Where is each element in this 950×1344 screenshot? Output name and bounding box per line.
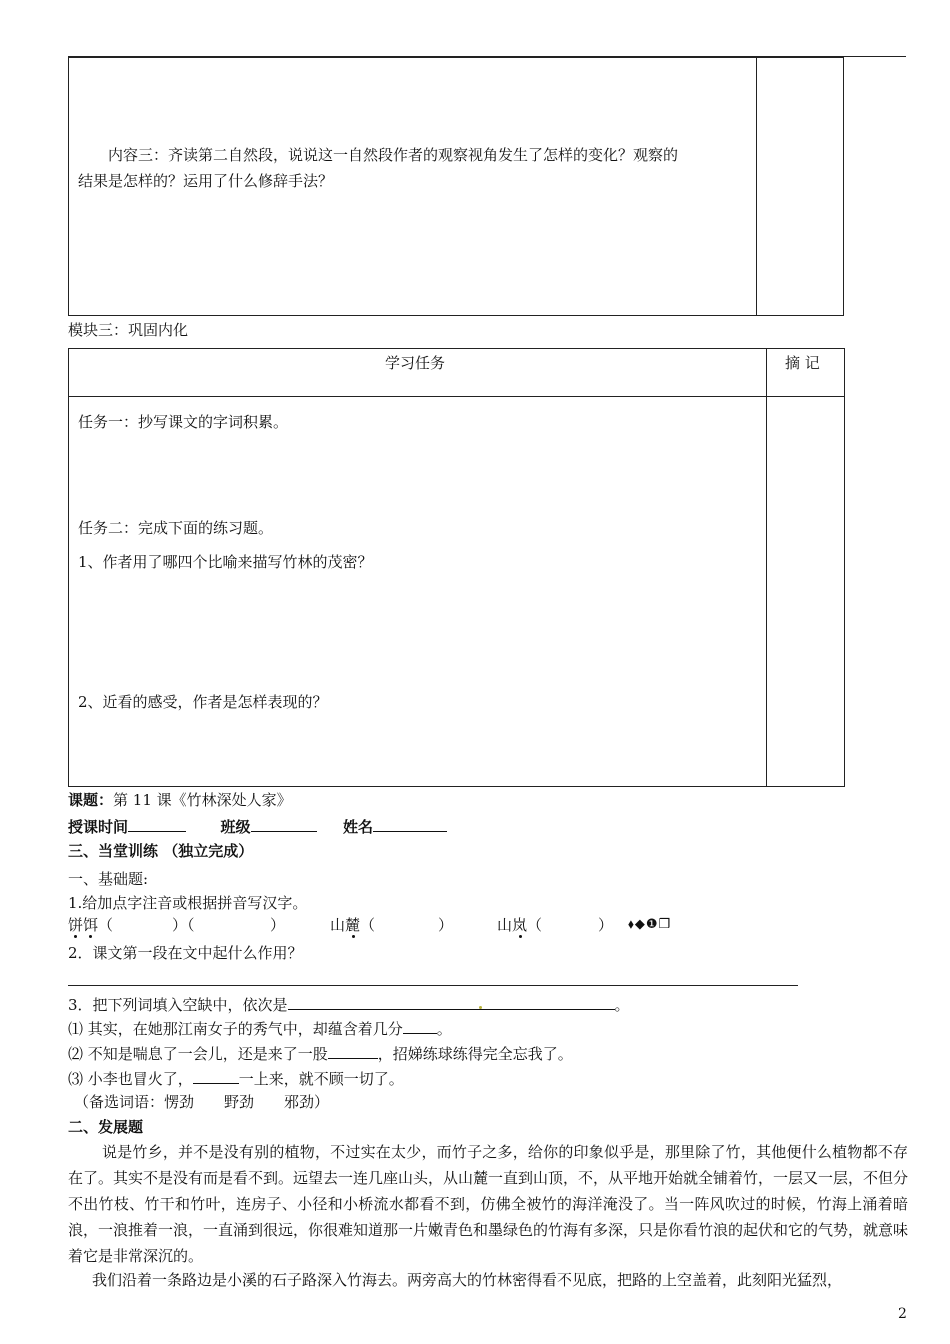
header-note: 摘 记 <box>785 354 820 372</box>
name-label: 姓名 <box>342 818 373 836</box>
dev-heading: 二、发展题 <box>68 1118 144 1136</box>
class-blank[interactable] <box>251 815 317 832</box>
word-options: （备选词语：愣劲 野劲 邪劲） <box>74 1093 330 1111</box>
basic-heading: 一、基础题: <box>68 870 149 888</box>
sentence-2-a: ⑵ 不知是喘息了一会儿，还是来了一股 <box>68 1045 328 1063</box>
sentence-3 <box>68 1067 404 1089</box>
content3-line2: 结果是怎样的？运用了什么修辞手法？ <box>78 172 334 190</box>
time-label: 授课时间 <box>68 818 129 836</box>
sentence-1-a: ⑴ 其实，在她那江南女子的秀气中，却蕴含着几分 <box>68 1020 403 1038</box>
sentence-1 <box>68 1017 452 1039</box>
basic-q3-text: 3．把下列词填入空缺中，依次是 <box>68 996 288 1014</box>
lesson-line <box>68 790 292 810</box>
pinyin-row <box>68 915 113 935</box>
sentence-2-b: ，招娣练球练得完全忘我了。 <box>377 1045 573 1063</box>
pinyin-blank-4: ） <box>598 916 614 934</box>
dot-lu <box>352 935 355 938</box>
passage-paragraph-2: 我们沿着一条路边是小溪的石子路深入竹海去。两旁高大的竹林密得看不见底，把路的上空盖着，此刻阳光猛烈， <box>92 1271 843 1289</box>
small-mark <box>479 1006 482 1009</box>
stray-glyphs: ⬧◆❶❒ <box>628 917 672 932</box>
basic-q3-end: 。 <box>614 996 630 1014</box>
name-blank[interactable] <box>373 815 447 832</box>
sentence-3-blank[interactable] <box>193 1067 239 1084</box>
dot-er <box>89 935 92 938</box>
lesson-label: 课题： <box>68 791 114 809</box>
header-task: 学习任务 <box>385 354 446 372</box>
basic-q1: 1.给加点字注音或根据拼音写汉字。 <box>68 894 308 912</box>
pinyin-blank-3: ） <box>438 916 454 934</box>
task2-q1: 1、作者用了哪四个比喻来描写竹林的茂密？ <box>78 553 373 571</box>
pinyin-blank-2: ） <box>270 916 286 934</box>
time-blank[interactable] <box>128 815 186 832</box>
sentence-3-a: ⑶ 小李也冒火了， <box>68 1070 193 1088</box>
basic-q3 <box>68 993 630 1015</box>
word-bing-er: 饼饵（ <box>68 916 114 934</box>
sentence-2-blank[interactable] <box>328 1042 378 1059</box>
content3-divider <box>756 57 757 316</box>
word-shan-lu: 山麓（ <box>330 916 376 934</box>
dot-bing <box>74 935 77 938</box>
passage-paragraph-1: 说是竹乡，并不是没有别的植物，不过实在太少，而竹子之多，给你的印象似乎是，那里除了竹，其他便什么植物都不存在了。其实不是没有而是看不到。远望去一连几座山头，从山麓一直到山顶，不，从平地开始就全铺着竹，一层又一层，不但分不出竹枝、竹干和竹叶，连房子、小径和小桥流水都看不到，仿佛全被竹的海洋淹没了。当一阵风吹过的时候，竹海上涌着暗浪，一浪推着一浪，一直涌到很远，你很难知道那一片嫩青色和墨绿色的竹海有多深，只是你看竹浪的起伏和它的气势，就意味着它是非常深沉的。 <box>68 1143 909 1265</box>
sentence-2 <box>68 1042 573 1064</box>
page-number: 2 <box>898 1306 907 1322</box>
sentence-1-b: 。 <box>436 1020 452 1038</box>
task2-q2: 2、近看的感受，作者是怎样表现的？ <box>78 693 328 711</box>
word-shan-lan: 山岚（ <box>497 916 543 934</box>
basic-q2: 2．课文第一段在文中起什么作用？ <box>68 944 303 962</box>
answer-line-q2[interactable] <box>68 985 798 986</box>
sentence-3-b: 一上来，就不顾一切了。 <box>238 1070 404 1088</box>
dot-lan <box>519 935 522 938</box>
q3-blank[interactable] <box>288 993 615 1010</box>
class-label: 班级 <box>220 818 251 836</box>
content3-line1: 内容三：齐读第二自然段，说说这一自然段作者的观察视角发生了怎样的变化？观察的 <box>108 146 679 164</box>
module3-divider <box>766 348 767 787</box>
practice-heading: 三、当堂训练 （独立完成） <box>68 842 254 860</box>
lesson-info-line <box>68 815 447 837</box>
task2: 任务二：完成下面的练习题。 <box>78 519 274 537</box>
task1: 任务一：抄写课文的字词积累。 <box>78 413 289 431</box>
module3-header-rule <box>68 396 845 397</box>
sentence-1-blank[interactable] <box>403 1017 437 1034</box>
pinyin-blank-1: ）（ <box>172 916 195 934</box>
module3-title: 模块三：巩固内化 <box>68 321 189 339</box>
lesson-title: 第 11 课《竹林深处人家》 <box>113 791 292 809</box>
